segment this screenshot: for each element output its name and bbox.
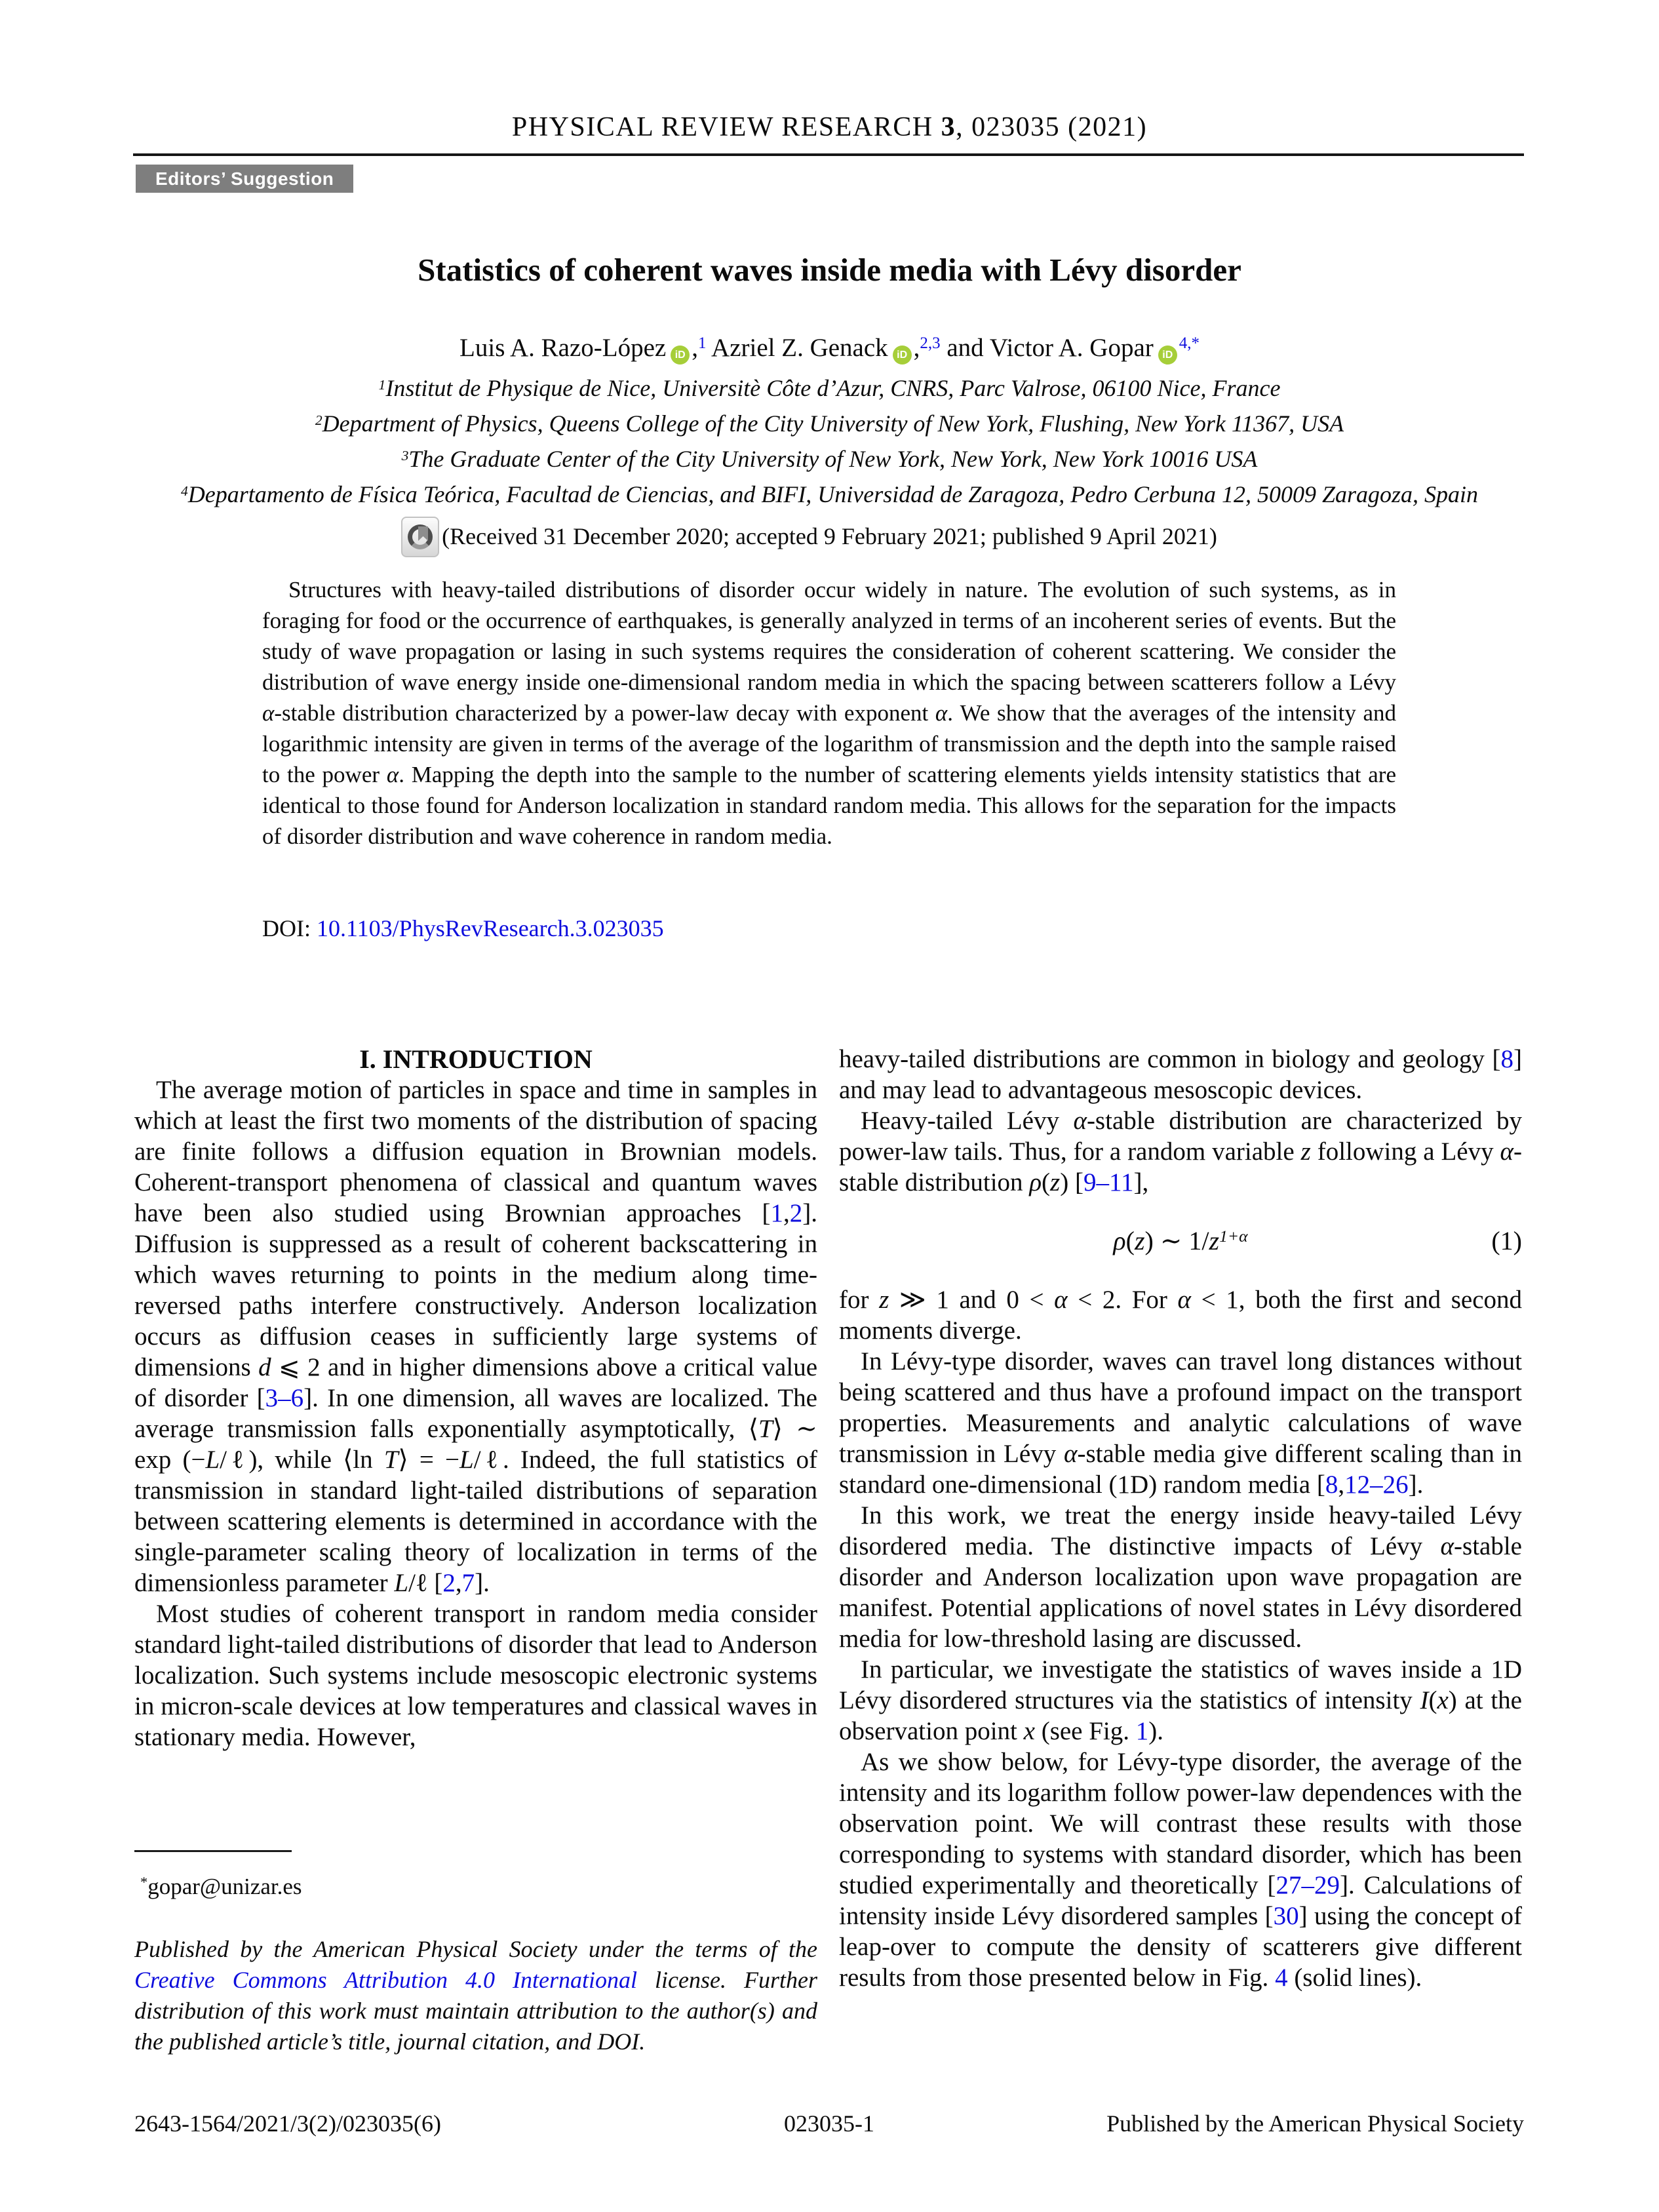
doi-label: DOI: bbox=[262, 915, 317, 941]
text-segment: Heavy-tailed Lévy bbox=[861, 1107, 1074, 1135]
text-segment: ]. In one dimension, all waves are localized. The average transmission falls exponentially asymptotically, ⟨ bbox=[134, 1384, 817, 1443]
affiliation-number: 1 bbox=[378, 376, 386, 393]
reference-link[interactable]: 2 bbox=[442, 1569, 456, 1597]
orcid-icon[interactable]: iD bbox=[893, 346, 912, 365]
received-line: (Received 31 December 2020; accepted 9 February 2021; published 9 April 2021) bbox=[442, 523, 1217, 549]
text-segment: ( bbox=[1428, 1686, 1437, 1714]
text-segment: -stable distribution are characterized by power-law tails. Thus, for a random variable bbox=[839, 1107, 1522, 1166]
reference-link[interactable]: 4,* bbox=[1179, 334, 1200, 353]
text-segment: ]. bbox=[1408, 1471, 1424, 1499]
text-segment: /ℓ. Indeed, the full statistics of transmission in standard light-tailed distributions of separation between scattering elements is determined in accordance with the single-parameter scaling theory of localization in terms of the dimensionless parameter bbox=[134, 1446, 817, 1597]
text-segment: ⟩ = − bbox=[398, 1446, 460, 1474]
footnote-marker: * bbox=[140, 1874, 148, 1891]
text-segment: T bbox=[758, 1415, 773, 1443]
text-segment: The average motion of particles in space and time in samples in which at least the first two moments of the distribution of spacing are finite follows a diffusion equation in Brownian models. Coherent-transport phenomena of classical and quantum waves have been also studied using Brownian approaches [ bbox=[134, 1076, 817, 1227]
text-segment: In Lévy-type disorder, waves can travel long distances without being scattered and thus have a profound impact on the transport properties. Measurements and analytic calculations of wave transmission in Lévy bbox=[839, 1347, 1522, 1468]
body-paragraph-continuation bbox=[839, 1044, 1522, 1105]
text-segment: (see Fig. bbox=[1034, 1717, 1136, 1745]
text-segment: , 023035 (2021) bbox=[956, 112, 1148, 142]
text-segment: ] using the concept of leap-over to compute the density of scatterers give different results from those presented below in Fig. bbox=[839, 1902, 1522, 1992]
text-segment: ) ∼ 1/ bbox=[1144, 1226, 1209, 1255]
text-segment: (solid lines). bbox=[1287, 1964, 1422, 1992]
affiliations bbox=[0, 372, 1659, 514]
orcid-icon[interactable]: iD bbox=[671, 346, 690, 365]
affiliation-text: Departamento de Física Teórica, Facultad de Ciencias, and BIFI, Universidad de Zaragoza, Pedro Cerbuna 12, 50009 Zaragoza, Spain bbox=[187, 481, 1478, 507]
text-segment: ]. Diffusion is suppressed as a result of coherent backscattering in which waves returning to points in the medium along time-reversed paths interfere constructively. Anderson localization occurs as diffusion ceases in sufficiently large systems of dimensions bbox=[134, 1199, 817, 1381]
equation-body bbox=[1113, 1226, 1247, 1255]
section-heading-introduction: I. INTRODUCTION bbox=[359, 1044, 593, 1074]
text-segment: PHYSICAL REVIEW RESEARCH bbox=[511, 112, 941, 142]
affiliation-text: Department of Physics, Queens College of the City University of New York, Flushing, New York 11367, USA bbox=[322, 410, 1344, 437]
abstract bbox=[262, 574, 1396, 852]
affiliation-line bbox=[0, 372, 1659, 408]
reference-link[interactable]: 4 bbox=[1275, 1964, 1288, 1992]
reference-link[interactable]: Creative Commons Attribution 4.0 International bbox=[134, 1967, 638, 1993]
text-segment: ] and may lead to advantageous mesoscopic devices. bbox=[839, 1045, 1522, 1104]
text-segment: α bbox=[1073, 1107, 1087, 1135]
reference-link[interactable]: 1 bbox=[697, 334, 707, 353]
text-segment: ( bbox=[1125, 1226, 1135, 1255]
editors-suggestion-badge: Editors’ Suggestion bbox=[136, 165, 353, 193]
affiliation-number: 4 bbox=[181, 483, 188, 499]
text-segment: ⟩ ∼ exp (− bbox=[134, 1415, 817, 1474]
text-segment: d bbox=[258, 1353, 271, 1381]
reference-link[interactable]: 2,3 bbox=[920, 334, 941, 353]
reference-link[interactable]: 1 bbox=[770, 1199, 783, 1227]
text-segment: ⩽ 2 and in higher dimensions above a critical value of disorder [ bbox=[134, 1353, 817, 1412]
affiliation-line bbox=[0, 443, 1659, 479]
text-segment: Luis A. Razo-López bbox=[459, 334, 667, 362]
text-segment: . We show that the averages of the intensity and logarithmic intensity are given in terms of the average of the logarithm of transmission and the depth into the sample raised to the power bbox=[262, 700, 1396, 787]
text-segment: α bbox=[1054, 1286, 1068, 1314]
text-segment: L bbox=[205, 1446, 220, 1474]
email-link[interactable]: gopar@unizar.es bbox=[147, 1874, 302, 1899]
body-paragraph bbox=[839, 1500, 1522, 1654]
right-column bbox=[839, 1044, 1522, 1993]
text-segment: z bbox=[879, 1286, 889, 1314]
intro-paragraph-2 bbox=[134, 1598, 817, 1752]
text-segment: α bbox=[1063, 1440, 1078, 1468]
footnote bbox=[140, 1874, 302, 1900]
journal-header bbox=[0, 111, 1659, 143]
body-paragraph bbox=[839, 1654, 1522, 1747]
text-segment: x bbox=[1023, 1717, 1035, 1745]
text-segment: α bbox=[1440, 1532, 1454, 1560]
text-segment: -stable distribution characterized by a power-law decay with exponent bbox=[274, 700, 935, 726]
footer-publisher: Published by the American Physical Society bbox=[1106, 2110, 1524, 2137]
footer-issn-code: 2643-1564/2021/3(2)/023035(6) bbox=[134, 2110, 441, 2137]
text-segment: , bbox=[913, 334, 920, 362]
equation-number: (1) bbox=[1491, 1226, 1522, 1255]
doi-line bbox=[262, 915, 664, 942]
text-segment: ρ bbox=[1113, 1226, 1126, 1255]
text-segment: Published by the American Physical Society under the terms of the bbox=[134, 1936, 817, 1962]
text-segment: < 1, both the first and second moments diverge. bbox=[839, 1286, 1523, 1345]
reference-link[interactable]: 8 bbox=[1325, 1471, 1338, 1499]
text-segment: following a Lévy bbox=[1310, 1137, 1500, 1166]
text-segment: ]. Calculations of intensity inside Lévy disordered samples [ bbox=[839, 1871, 1523, 1930]
reference-link[interactable]: 12–26 bbox=[1344, 1471, 1409, 1499]
affiliation-line bbox=[0, 479, 1659, 514]
footer-page-number: 023035-1 bbox=[784, 2110, 874, 2137]
text-segment: T bbox=[383, 1446, 399, 1474]
text-segment: ( bbox=[1042, 1168, 1051, 1196]
text-segment: z bbox=[1209, 1226, 1220, 1255]
body-paragraph bbox=[839, 1284, 1522, 1346]
reference-link[interactable]: 2 bbox=[789, 1199, 803, 1227]
body-paragraph bbox=[839, 1346, 1522, 1500]
orcid-icon[interactable]: iD bbox=[1158, 346, 1177, 365]
reference-link[interactable]: 30 bbox=[1273, 1902, 1299, 1930]
text-segment: and Victor A. Gopar bbox=[940, 334, 1154, 362]
header-rule bbox=[133, 153, 1524, 156]
text-segment: ≫ 1 and 0 < bbox=[889, 1286, 1055, 1314]
text-segment: L bbox=[394, 1569, 409, 1597]
text-segment: ρ bbox=[1029, 1168, 1042, 1196]
text-segment: 3 bbox=[941, 112, 956, 142]
footnote-rule bbox=[134, 1850, 292, 1852]
text-segment: ]. bbox=[475, 1569, 490, 1597]
reference-link[interactable]: 27–29 bbox=[1276, 1871, 1340, 1899]
text-segment: As we show below, for Lévy-type disorder, the average of the intensity and its logarithm follow power-law dependences with the observation point. We will contrast these results with those corresponding to systems with standard disorder, which has been studied experimentally and theoretically [ bbox=[839, 1748, 1522, 1899]
affiliation-number: 3 bbox=[401, 447, 409, 464]
text-segment: , bbox=[692, 334, 698, 362]
text-segment: ) at the observation point bbox=[839, 1686, 1522, 1745]
text-segment: ], bbox=[1133, 1168, 1149, 1196]
text-segment: z bbox=[1134, 1226, 1145, 1255]
reference-link[interactable]: 1 bbox=[1135, 1717, 1149, 1745]
left-column bbox=[134, 1044, 817, 1752]
text-segment: Azriel Z. Genack bbox=[706, 334, 888, 362]
affiliation-text: Institut de Physique de Nice, Universitè Côte d’Azur, CNRS, Parc Valrose, 06100 Nice, France bbox=[385, 375, 1281, 401]
reference-link[interactable]: 7 bbox=[461, 1569, 475, 1597]
text-segment: heavy-tailed distributions are common in biology and geology [ bbox=[839, 1045, 1501, 1073]
text-segment: In particular, we investigate the statistics of waves inside a 1D Lévy disordered structures via the statistics of intensity bbox=[839, 1655, 1522, 1714]
text-segment: < 2. For bbox=[1067, 1286, 1178, 1314]
text-segment: In this work, we treat the energy inside heavy-tailed Lévy disordered media. The distinctive impacts of Lévy bbox=[839, 1501, 1522, 1560]
body-paragraph bbox=[839, 1105, 1522, 1198]
text-segment: , bbox=[783, 1199, 790, 1227]
license-statement bbox=[134, 1934, 817, 2057]
text-segment: -stable distribution bbox=[839, 1137, 1522, 1196]
text-segment: α bbox=[935, 700, 948, 726]
body-paragraph bbox=[839, 1747, 1522, 1993]
doi-link[interactable]: 10.1103/PhysRevResearch.3.023035 bbox=[317, 915, 664, 941]
text-segment: ) [ bbox=[1060, 1168, 1083, 1196]
text-segment: α bbox=[262, 700, 275, 726]
text-segment: . Mapping the depth into the sample to the number of scattering elements yields intensity statistics that are identical to those found for Anderson localization in standard random media. This allows for the separation for the impacts of disorder distribution and wave coherence in random media. bbox=[262, 762, 1396, 849]
text-segment: α bbox=[1177, 1286, 1192, 1314]
text-segment: -stable disorder and Anderson localization upon wave propagation are manifest. Potential applications of novel states in Lévy disordered media for low-threshold lasing are discussed. bbox=[839, 1532, 1522, 1653]
reference-link[interactable]: 3–6 bbox=[265, 1384, 304, 1412]
page-title: Statistics of coherent waves inside media with Lévy disorder bbox=[418, 252, 1241, 288]
text-segment: I bbox=[1420, 1686, 1429, 1714]
affiliation-number: 2 bbox=[315, 412, 322, 428]
text-segment: license. Further distribution of this work must maintain attribution to the author(s) and the published article’s title, journal citation, and DOI. bbox=[134, 1967, 817, 2055]
text-segment: 1+α bbox=[1219, 1226, 1248, 1246]
reference-link[interactable]: 8 bbox=[1500, 1045, 1513, 1073]
text-segment: L bbox=[459, 1446, 474, 1474]
affiliation-line bbox=[0, 408, 1659, 443]
text-segment: α bbox=[1500, 1137, 1513, 1166]
equation-1 bbox=[839, 1220, 1522, 1262]
text-segment: for bbox=[839, 1286, 880, 1314]
text-segment: Structures with heavy-tailed distributions of disorder occur widely in nature. The evolution of such systems, as in foraging for food or the occurrence of earthquakes, is generally analyzed in terms of an incoherent series of events. But the study of wave propagation or lasing in such systems requires the consideration of coherent scattering. We consider the distribution of wave energy inside one-dimensional random media in which the spacing between scatterers follow a Lévy bbox=[262, 577, 1396, 695]
text-segment: ). bbox=[1148, 1717, 1164, 1745]
text-segment: Most studies of coherent transport in random media consider standard light-tailed distributions of disorder that lead to Anderson localization. Such systems include mesoscopic electronic systems in micron-scale devices at low temperatures and classical waves in stationary media. However, bbox=[134, 1600, 817, 1751]
reference-link[interactable]: 9–11 bbox=[1083, 1168, 1134, 1196]
text-segment: z bbox=[1300, 1137, 1311, 1166]
intro-paragraph-1 bbox=[134, 1075, 817, 1598]
text-segment: -stable media give different scaling than in standard one-dimensional (1D) random media [ bbox=[839, 1440, 1522, 1499]
text-segment: /ℓ [ bbox=[408, 1569, 443, 1597]
affiliation-text: The Graduate Center of the City University of New York, New York, New York 10016 USA bbox=[408, 446, 1258, 472]
text-segment: α bbox=[386, 762, 399, 787]
text-segment: , bbox=[1338, 1471, 1345, 1499]
text-segment: , bbox=[455, 1569, 462, 1597]
authors-line bbox=[0, 333, 1659, 365]
text-segment: x bbox=[1437, 1686, 1449, 1714]
text-segment: /ℓ), while ⟨ln bbox=[220, 1446, 384, 1474]
text-segment: z bbox=[1050, 1168, 1061, 1196]
